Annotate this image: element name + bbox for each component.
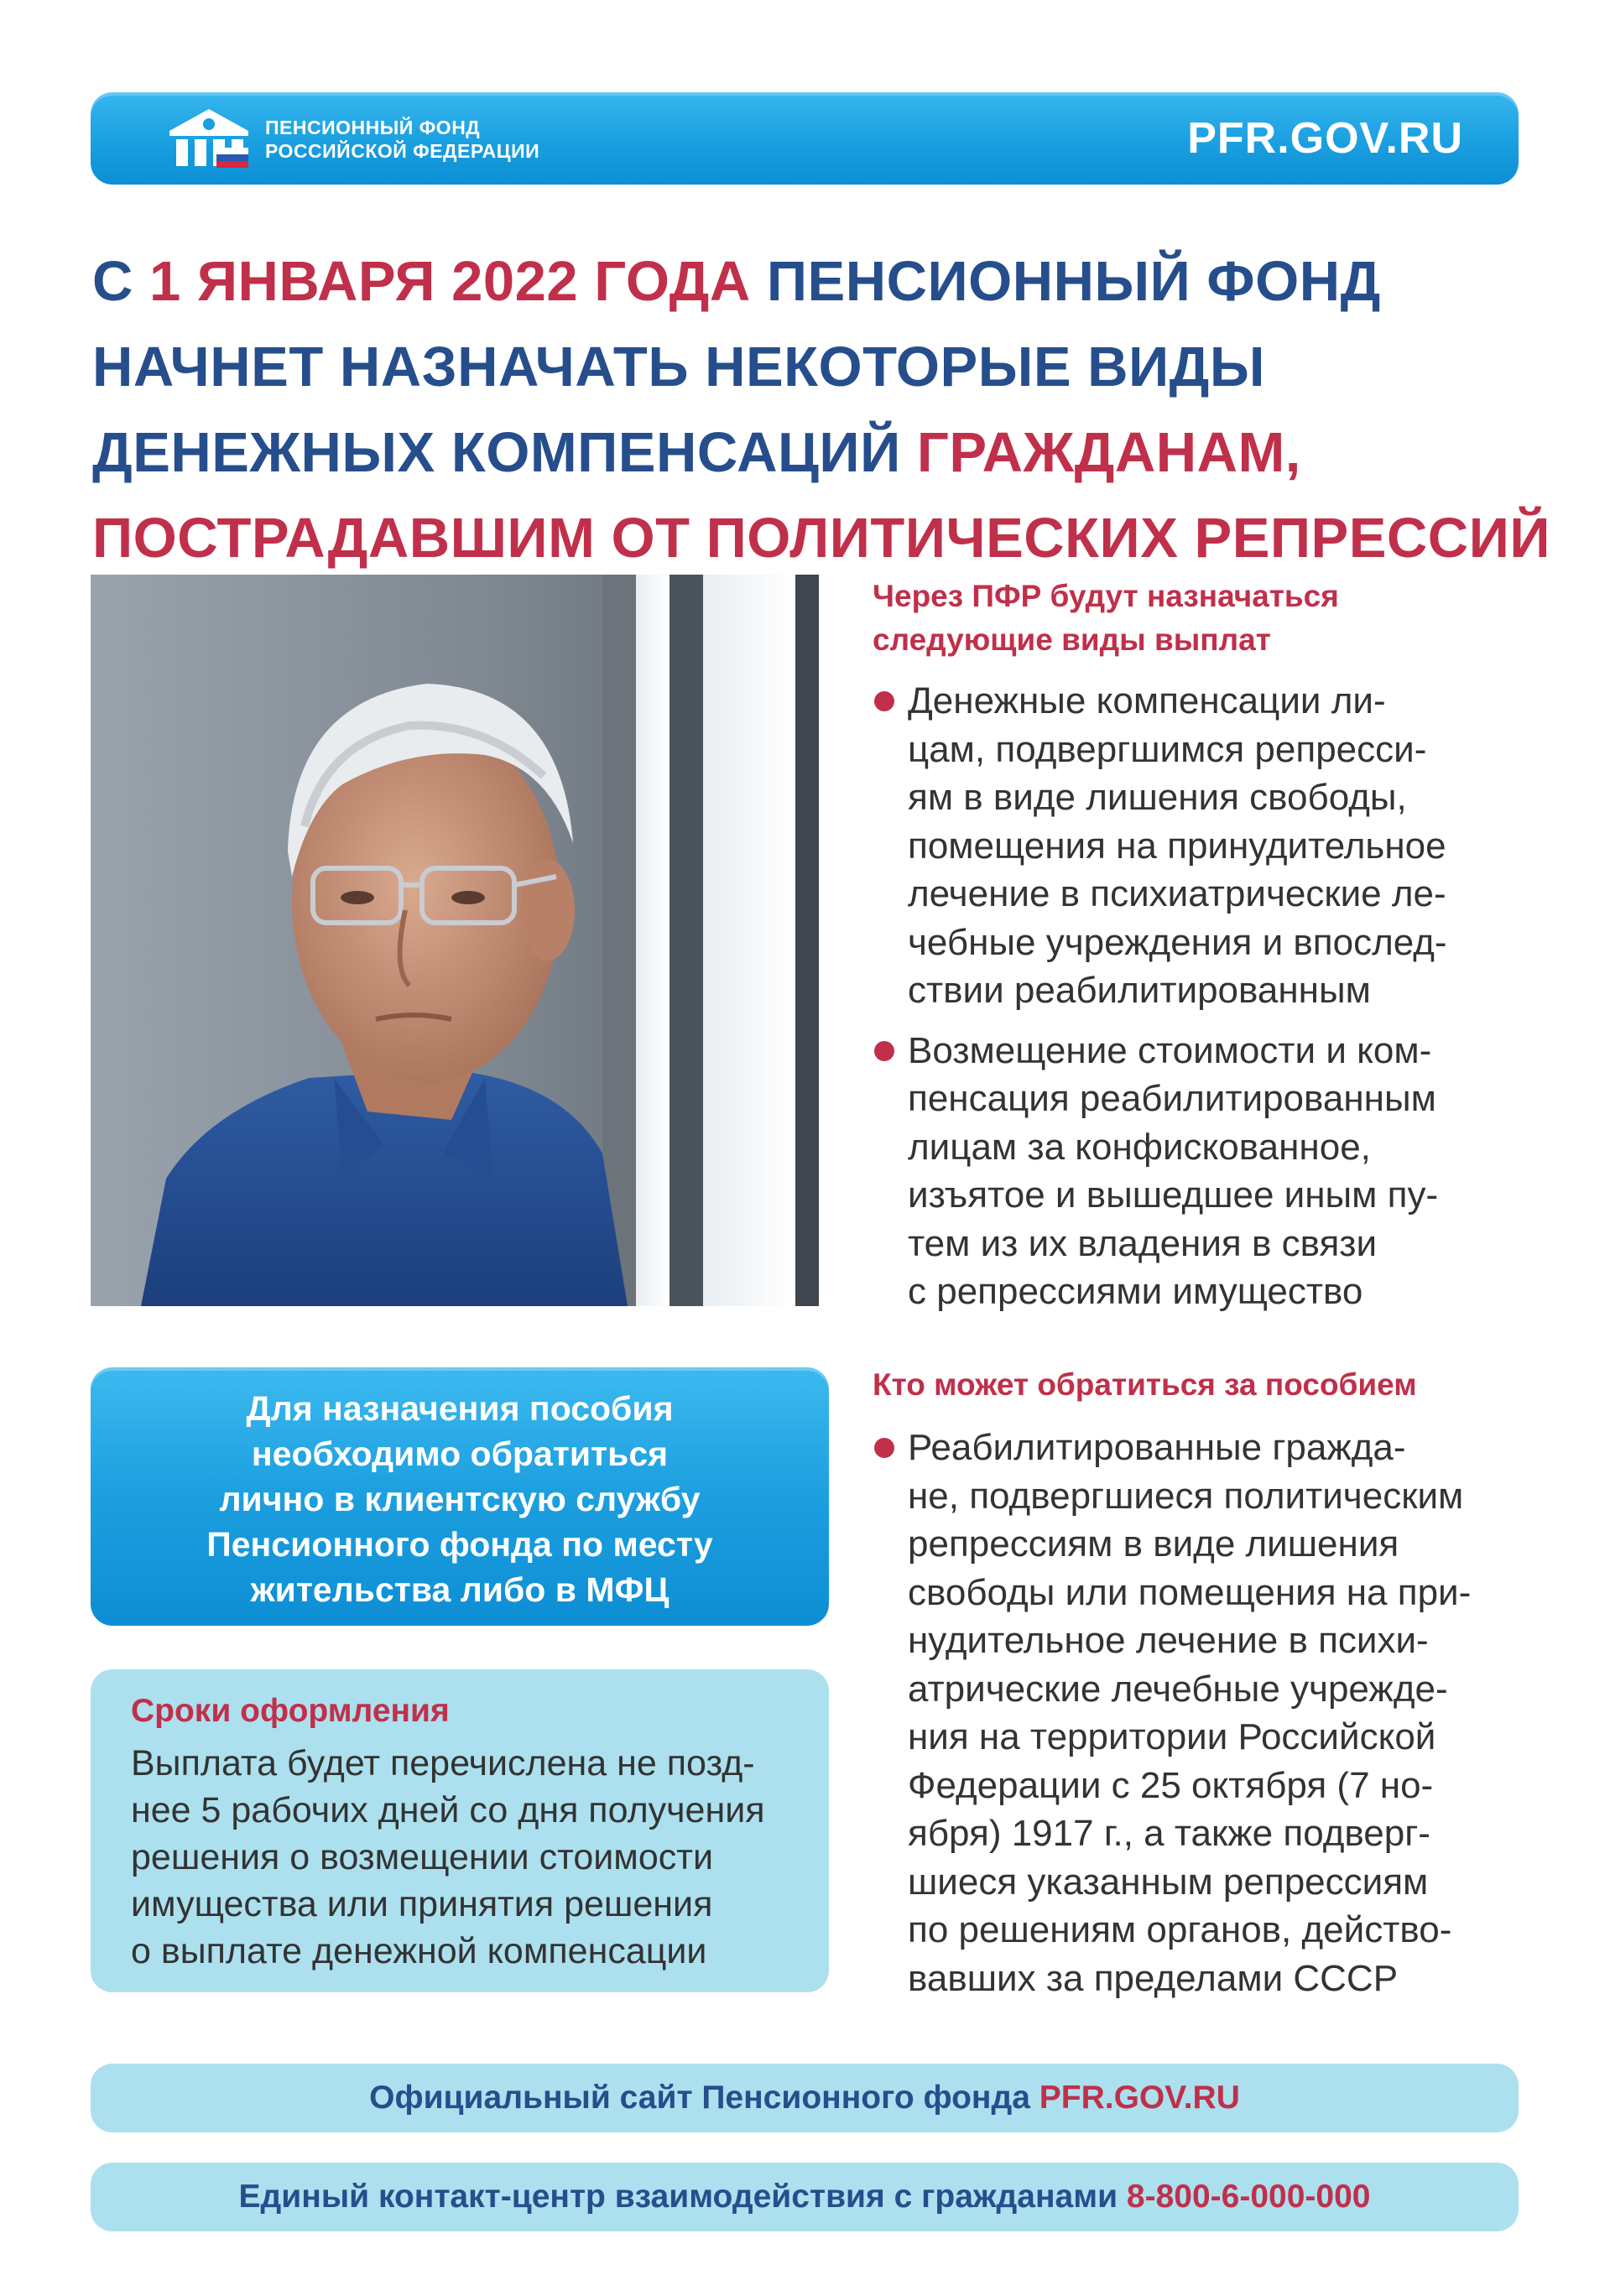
payments-section (873, 575, 1569, 1316)
payment-item: Возмещение стоимости и ком- пенсация реабилитированным лицам за конфискованное, изъятое и вышедшее иным пу- тем из их владения в связи с репрессиями имущество (873, 1027, 1569, 1316)
pfr-logo-icon (163, 106, 255, 173)
bullet-dot-icon (874, 1041, 894, 1061)
who-section (873, 1363, 1569, 2002)
footer-site-link[interactable]: PFR.GOV.RU (1039, 2080, 1240, 2116)
elderly-man-photo (91, 575, 819, 1306)
footer-phone-link[interactable]: 8-800-6-000-000 (1126, 2179, 1371, 2215)
payment-item: Денежные компенсации ли- цам, подвергшимся репресси- ям в виде лишения свободы, помещения на принудительное лечение в психиатрические ле- чебные учреждения и впослед- ствии реабилитированным (873, 677, 1569, 1015)
terms-title: Сроки оформления (131, 1693, 450, 1729)
apply-info-box (91, 1367, 829, 1626)
terms-text: Выплата будет перечислена не позд- нее 5 рабочих дней со дня получения решения о возмещении стоимости имущества или принятия решения о выплате денежной компенсации (131, 1743, 765, 1971)
bullet-dot-icon (874, 691, 894, 711)
who-item: Реабилитированные гражда- не, подвергшиеся политическим репрессиям в виде лишения свободы или помещения на при- нудительное лечение в психи- атрические лечебные учрежде- ния на территории Российской Федерации с 25 октября (7 но- ября) 1917 г., а также подверг- шиеся указанным репрессиям по решениям органов, действо- вавших за пределами СССР (873, 1424, 1569, 2002)
org-name: ПЕНСИОННЫЙ ФОНД РОССИЙСКОЙ ФЕДЕРАЦИИ (265, 117, 540, 162)
footer-site-bar: Официальный сайт Пенсионного фонда PFR.GOV.RU (91, 2064, 1519, 2132)
page-title: С 1 ЯНВАРЯ 2022 ГОДА ПЕНСИОННЫЙ ФОНД НАЧНЕТ НАЗНАЧАТЬ НЕКОТОРЫЕ ВИДЫ ДЕНЕЖНЫХ КОМПЕНСАЦИЙ ГРАЖДАНАМ, ПОСТРАДАВШИМ ОТ ПОЛИТИЧЕСКИХ РЕПРЕССИЙ (92, 250, 1551, 570)
footer-phone-bar: Единый контакт-центр взаимодействия с гражданами 8-800-6-000-000 (91, 2163, 1519, 2231)
who-title: Кто может обратиться за пособием (873, 1367, 1417, 1402)
terms-box (91, 1669, 829, 1992)
apply-info-text: Для назначения пособия необходимо обратиться лично в клиентскую службу Пенсионного фонда по месту жительства либо в МФЦ (206, 1389, 713, 1609)
header-bar (91, 92, 1519, 185)
header-site-link[interactable]: PFR.GOV.RU (1187, 114, 1463, 163)
bullet-dot-icon (874, 1438, 894, 1458)
payments-title: Через ПФР будут назначаться следующие виды выплат (873, 579, 1339, 657)
